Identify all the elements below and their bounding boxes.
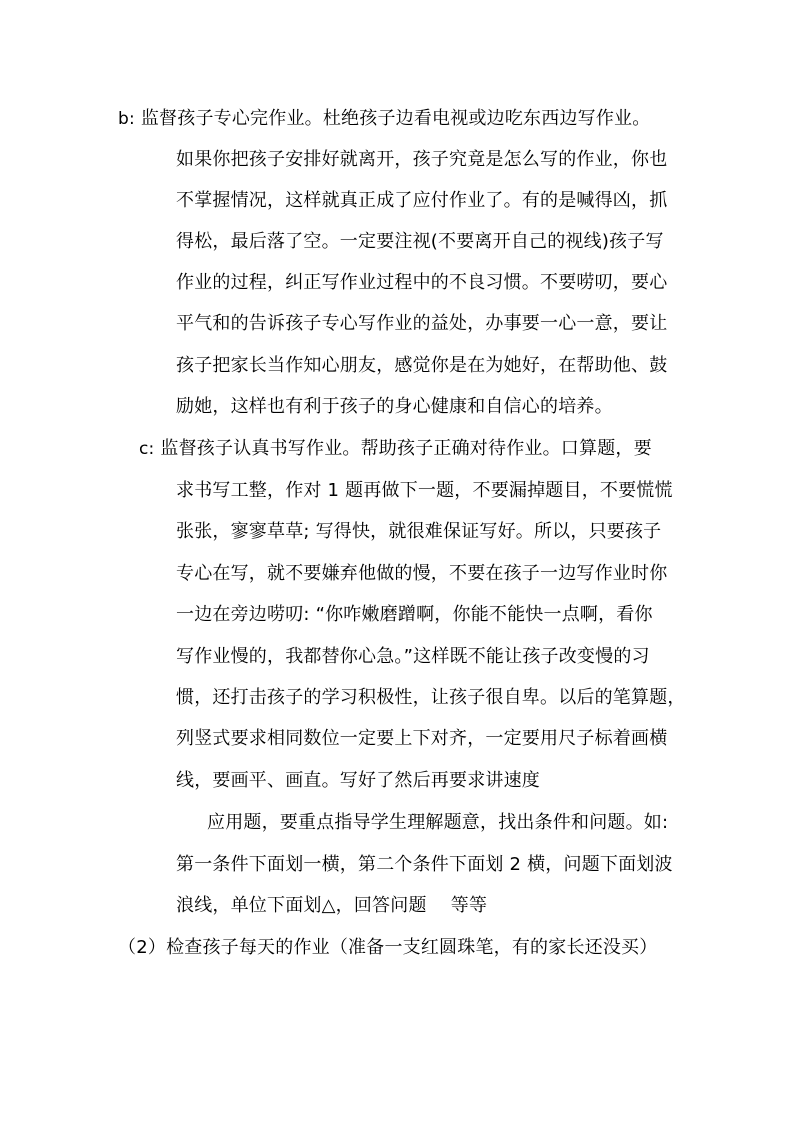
application-line-0: 应用题，要重点指导学生理解题意，找出条件和问题。如:	[207, 812, 669, 833]
section-c-label: c:	[139, 439, 155, 459]
section-c-line-0: 监督孩子认真书写作业。帮助孩子正确对待作业。口算题，要	[160, 438, 652, 459]
section-b-line-5: 平气和的告诉孩子专心写作业的益处，办事要一心一意，要让	[176, 313, 668, 334]
section-c-line-1: 求书写工整，作对 1 题再做下一题，不要漏掉题目，不要慌慌	[176, 480, 673, 501]
section-b-line-7: 励她，这样也有利于孩子的身心健康和自信心的培养。	[176, 396, 613, 417]
application-line-1: 第一条件下面划一横，第二个条件下面划 2 横，问题下面划波	[176, 854, 673, 875]
section-c-line-6: 惯，还打击孩子的学习积极性，让孩子很自卑。以后的笔算题，	[176, 687, 686, 708]
section-c-line-7: 列竖式要求相同数位一定要上下对齐，一定要用尺子标着画横	[176, 728, 668, 749]
section-c-line-8: 线，要画平、画直。写好了然后再要求讲速度	[176, 770, 540, 791]
section-c-line-5: 写作业慢的，我都替你心急。”这样既不能让孩子改变慢的习	[176, 646, 650, 667]
section-b-first-line	[118, 107, 650, 131]
section-c-line-4: 一边在旁边唠叨: “你咋嫩磨蹭啊，你能不能快一点啊，看你	[176, 604, 653, 625]
section-c-line-3: 专心在写，就不要嫌弃他做的慢，不要在孩子一边写作业时你	[176, 563, 668, 584]
section-b-line-4: 作业的过程，纠正写作业过程中的不良习惯。不要唠叨，要心	[176, 272, 668, 293]
section-c-first-line	[139, 437, 652, 461]
section-b-line-1: 如果你把孩子安排好就离开，孩子究竟是怎么写的作业，你也	[176, 149, 668, 170]
section-c-line-2: 张张，寥寥草草; 写得快，就很难保证写好。所以，只要孩子	[176, 521, 662, 542]
section-b-line-3: 得松，最后落了空。一定要注视(不要离开自己的视线)孩子写	[176, 231, 664, 252]
item-2-text: 检查孩子每天的作业（准备一支红圆珠笔，有的家长还没买）	[166, 937, 658, 958]
section-b-line-2: 不掌握情况，这样就真正成了应付作业了。有的是喊得凶，抓	[176, 190, 668, 211]
section-b-line-0: 监督孩子专心完作业。杜绝孩子边看电视或边吃东西边写作业。	[140, 108, 651, 129]
section-b-label: b:	[118, 109, 135, 129]
item-2-label: （2）	[118, 937, 167, 958]
application-line-2: 浪线，单位下面划△，回答问题 等等	[176, 895, 488, 916]
section-b-line-6: 孩子把家长当作知心朋友，感觉你是在为她好，在帮助他、鼓	[176, 355, 668, 376]
item-2-line	[118, 936, 657, 960]
